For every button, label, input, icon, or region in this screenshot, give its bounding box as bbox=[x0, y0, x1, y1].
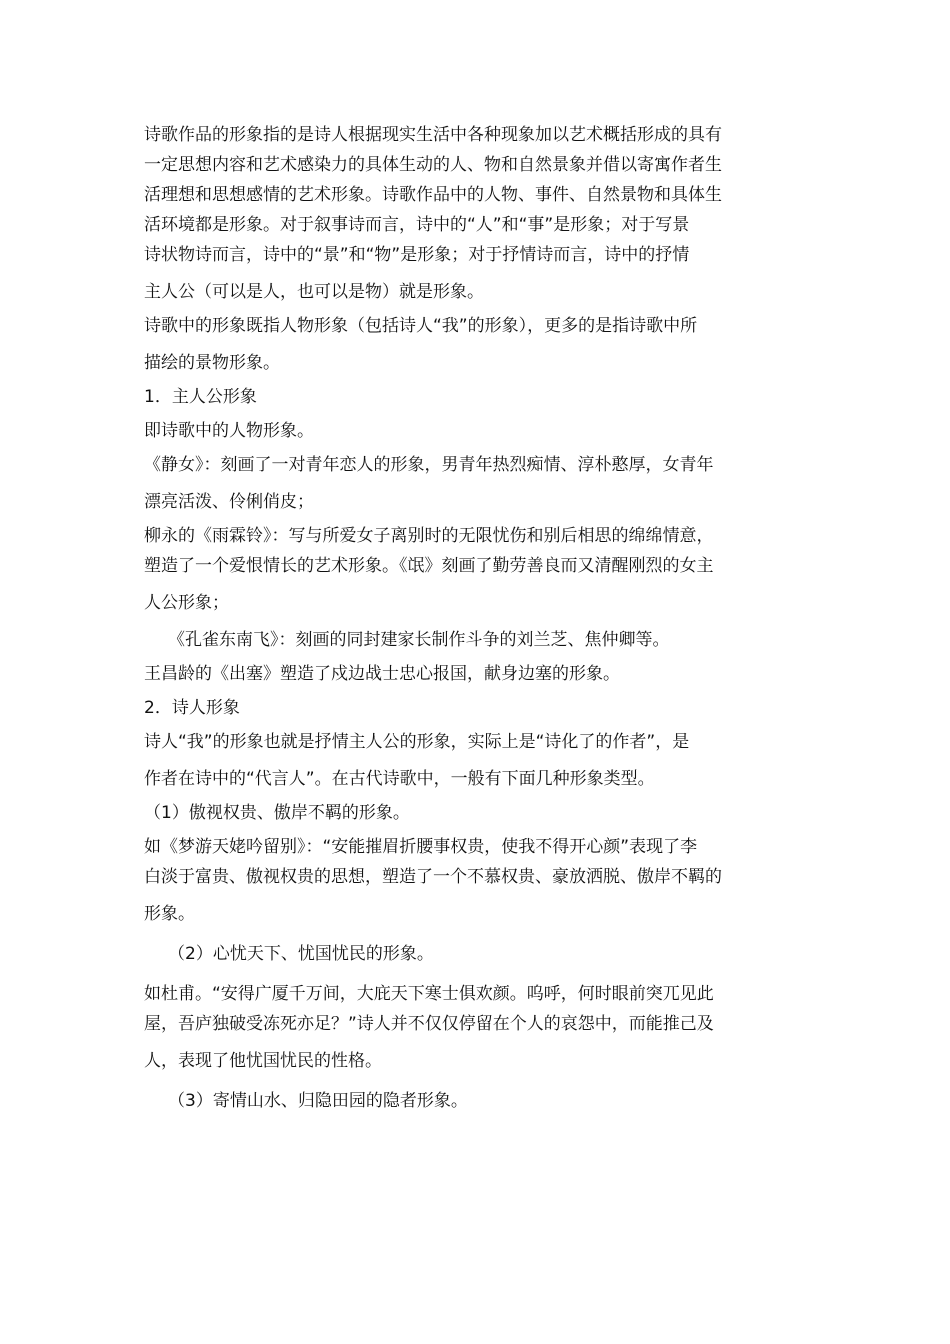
text-line: 活理想和思想感情的艺术形象。诗歌作品中的人物、事件、自然景物和具体生 bbox=[144, 185, 722, 205]
text-line: 《静女》：刻画了一对青年恋人的形象，男青年热烈痴情、淳朴憨厚，女青年 bbox=[144, 455, 714, 475]
text-line: 诗歌作品的形象指的是诗人根据现实生活中各种现象加以艺术概括形成的具有 bbox=[144, 125, 722, 145]
paragraph-poet-intro bbox=[144, 727, 804, 794]
text-line: 塑造了一个爱恨情长的艺术形象。《氓》刻画了勤劳善良而又清醒刚烈的女主 bbox=[144, 556, 714, 576]
text-line: 人，表现了他忧国忧民的性格。 bbox=[144, 1051, 382, 1071]
text-line: 一定思想内容和艺术感染力的具体生动的人、物和自然景象并借以寄寓作者生 bbox=[144, 155, 722, 175]
text-line: 如杜甫。“安得广厦千万间，大庇天下寒士俱欢颜。呜呼，何时眼前突兀见此 bbox=[144, 984, 714, 1004]
text-line: 王昌龄的《出塞》塑造了戍边战士忠心报国，献身边塞的形象。 bbox=[144, 664, 620, 684]
paragraph-image-definition bbox=[144, 120, 804, 307]
paragraph-kongque bbox=[144, 625, 804, 655]
text-line: 漂亮活泼、伶俐俏皮； bbox=[144, 492, 314, 512]
text-line: 诗状物诗而言，诗中的“景”和“物”是形象；对于抒情诗而言，诗中的抒情 bbox=[144, 245, 690, 265]
text-line: 作者在诗中的“代言人”。在古代诗歌中，一般有下面几种形象类型。 bbox=[144, 769, 655, 789]
text-line: 《孔雀东南飞》：刻画的同封建家长制作斗争的刘兰芝、焦仲卿等。 bbox=[168, 630, 670, 650]
section-heading-protagonist bbox=[144, 382, 804, 412]
text-line: 描绘的景物形象。 bbox=[144, 353, 280, 373]
text-line: 主人公（可以是人，也可以是物）就是形象。 bbox=[144, 282, 484, 302]
text-line: 柳永的《雨霖铃》：写与所爱女子离别时的无限忧伤和别后相思的绵绵情意， bbox=[144, 526, 714, 546]
subheading-type-2 bbox=[144, 939, 804, 969]
paragraph-chusai bbox=[144, 659, 804, 689]
text-line: 如《梦游天姥吟留别》：“安能摧眉折腰事权贵，使我不得开心颜”表现了李 bbox=[144, 837, 698, 857]
text-line: （3）寄情山水、归隐田园的隐者形象。 bbox=[168, 1091, 468, 1111]
heading-line: 2．诗人形象 bbox=[144, 698, 240, 718]
document-body bbox=[144, 120, 804, 1116]
paragraph-image-scope bbox=[144, 311, 804, 378]
subheading-type-1 bbox=[144, 798, 804, 828]
text-line: （1）傲视权贵、傲岸不羁的形象。 bbox=[144, 803, 410, 823]
paragraph-protagonist-intro bbox=[144, 416, 804, 446]
text-line: 活环境都是形象。对于叙事诗而言，诗中的“人”和“事”是形象；对于写景 bbox=[144, 215, 690, 235]
paragraph-jingnv bbox=[144, 450, 804, 517]
text-line: 屋，吾庐独破受冻死亦足？”诗人并不仅仅停留在个人的哀怨中，而能推己及 bbox=[144, 1014, 714, 1034]
text-line: 诗歌中的形象既指人物形象（包括诗人“我”的形象），更多的是指诗歌中所 bbox=[144, 316, 698, 336]
text-line: 白淡于富贵、傲视权贵的思想，塑造了一个不慕权贵、豪放洒脱、傲岸不羁的 bbox=[144, 867, 722, 887]
text-line: 诗人“我”的形象也就是抒情主人公的形象，实际上是“诗化了的作者”，是 bbox=[144, 732, 690, 752]
paragraph-dufu bbox=[144, 979, 804, 1076]
heading-line: 1．主人公形象 bbox=[144, 387, 257, 407]
paragraph-mengyou bbox=[144, 832, 804, 929]
text-line: 即诗歌中的人物形象。 bbox=[144, 421, 314, 441]
text-line: （2）心忧天下、忧国忧民的形象。 bbox=[168, 944, 434, 964]
text-line: 人公形象； bbox=[144, 593, 229, 613]
paragraph-yulinling bbox=[144, 521, 804, 618]
subheading-type-3 bbox=[144, 1086, 804, 1116]
text-line: 形象。 bbox=[144, 904, 195, 924]
section-heading-poet bbox=[144, 693, 804, 723]
